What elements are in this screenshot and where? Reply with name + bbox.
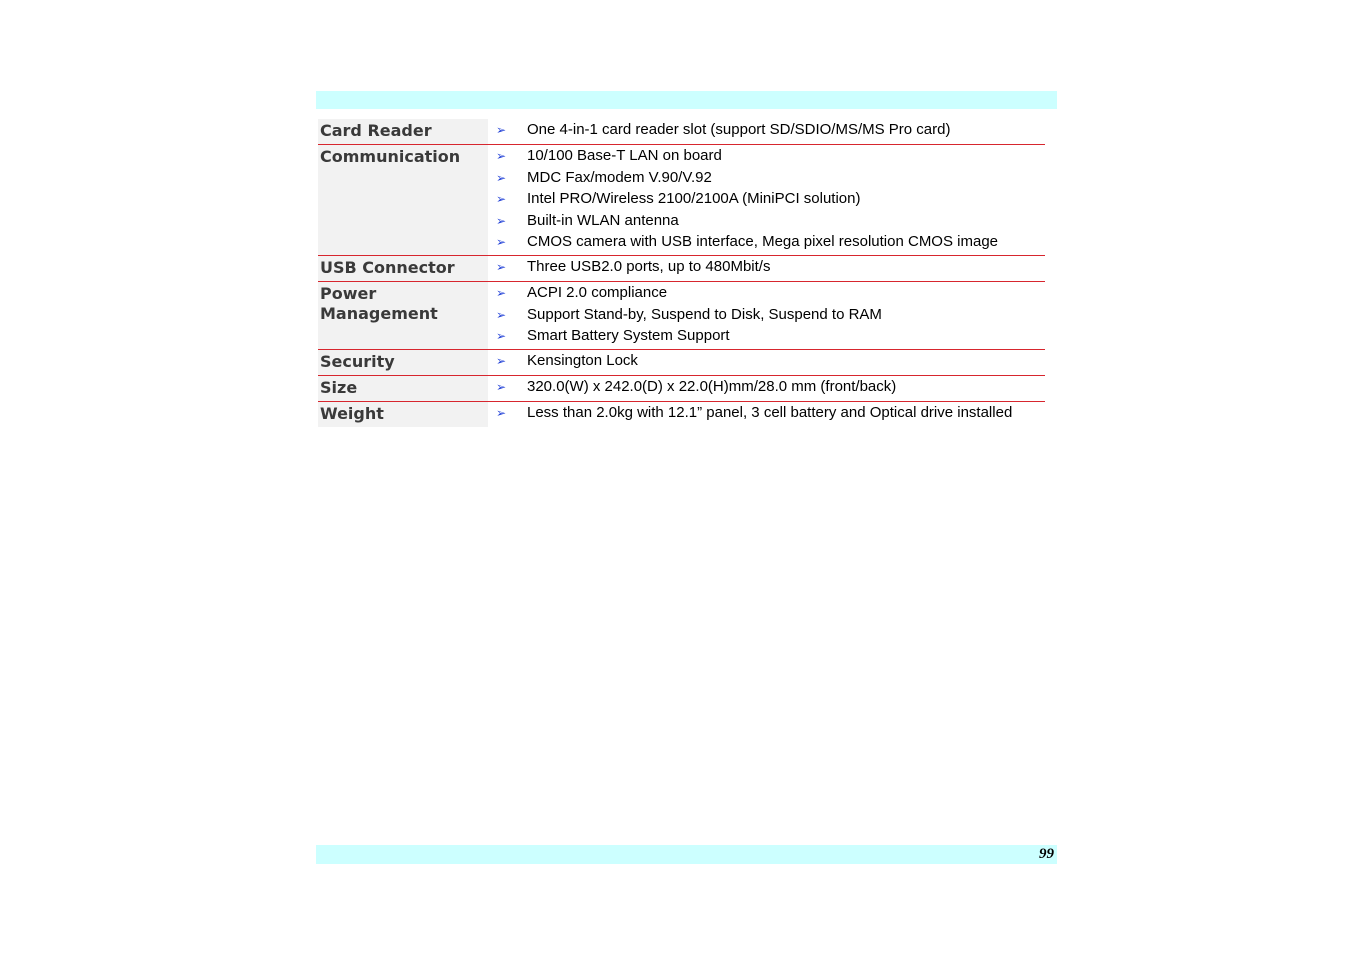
spec-item-text: MDC Fax/modem V.90/V.92	[527, 168, 712, 186]
list-item	[488, 258, 1045, 276]
arrowhead-bullet-icon: ➢	[496, 406, 507, 420]
arrowhead-bullet-icon: ➢	[496, 213, 507, 228]
spec-row-size	[318, 376, 1045, 402]
spec-item-text: Kensington Lock	[527, 352, 638, 369]
arrowhead-bullet-icon: ➢	[496, 170, 507, 185]
spec-list	[488, 402, 1045, 427]
arrowhead-bullet-icon: ➢	[496, 192, 507, 206]
spec-row-communication	[318, 145, 1045, 256]
list-item	[488, 306, 1045, 324]
spec-item-text: Intel PRO/Wireless 2100/2100A (MiniPCI solution)	[527, 190, 861, 207]
list-item	[488, 190, 1045, 208]
spec-row-usb-connector	[318, 256, 1045, 282]
spec-list	[488, 145, 1045, 255]
spec-row-security	[318, 350, 1045, 376]
list-item	[488, 169, 1045, 187]
spec-item-text: CMOS camera with USB interface, Mega pixel resolution CMOS image	[527, 233, 999, 250]
list-item	[488, 284, 1045, 302]
arrowhead-bullet-icon: ➢	[496, 235, 507, 249]
list-item	[488, 147, 1045, 165]
list-item	[488, 327, 1045, 345]
spec-label: Security	[318, 350, 488, 375]
spec-table	[318, 119, 1045, 427]
spec-list	[488, 282, 1045, 349]
arrowhead-bullet-icon: ➢	[496, 380, 507, 394]
list-item	[488, 352, 1045, 370]
spec-item-text: Support Stand-by, Suspend to Disk, Suspend to RAM	[527, 305, 882, 323]
spec-list	[488, 376, 1045, 401]
arrowhead-bullet-icon: ➢	[496, 329, 507, 343]
spec-list	[488, 256, 1045, 281]
spec-item-text: 320.0(W) x 242.0(D) x 22.0(H)mm/28.0 mm (front/back)	[527, 378, 897, 395]
spec-item-text: One 4-in-1 card reader slot (support SD/SDIO/MS/MS Pro card)	[527, 121, 951, 138]
list-item	[488, 121, 1045, 139]
arrowhead-bullet-icon: ➢	[496, 123, 507, 137]
spec-item-text: 10/100 Base-T LAN on board	[527, 147, 722, 164]
list-item	[488, 233, 1045, 251]
spec-label: Size	[318, 376, 488, 401]
spec-item-text: Built-in WLAN antenna	[527, 211, 679, 229]
spec-label: Power Management	[318, 282, 488, 349]
spec-label: Communication	[318, 145, 488, 255]
spec-item-text: Three USB2.0 ports, up to 480Mbit/s	[527, 258, 771, 275]
spec-label: Weight	[318, 402, 488, 427]
spec-label: USB Connector	[318, 256, 488, 281]
arrowhead-bullet-icon: ➢	[496, 260, 507, 274]
spec-row-weight	[318, 402, 1045, 427]
spec-row-power-management	[318, 282, 1045, 350]
spec-label: Card Reader	[318, 119, 488, 144]
arrowhead-bullet-icon: ➢	[496, 286, 507, 300]
list-item	[488, 378, 1045, 396]
spec-item-text: Less than 2.0kg with 12.1” panel, 3 cell battery and Optical drive installed	[527, 404, 1013, 421]
spec-list	[488, 350, 1045, 375]
header-band	[316, 91, 1057, 109]
arrowhead-bullet-icon: ➢	[496, 307, 507, 322]
spec-list	[488, 119, 1045, 144]
arrowhead-bullet-icon: ➢	[496, 354, 507, 368]
footer-band	[316, 845, 1057, 864]
list-item	[488, 212, 1045, 230]
spec-item-text: Smart Battery System Support	[527, 327, 730, 344]
list-item	[488, 404, 1045, 422]
arrowhead-bullet-icon: ➢	[496, 149, 507, 163]
page-number: 99	[1039, 846, 1054, 862]
spec-item-text: ACPI 2.0 compliance	[527, 284, 668, 301]
spec-row-card-reader	[318, 119, 1045, 145]
